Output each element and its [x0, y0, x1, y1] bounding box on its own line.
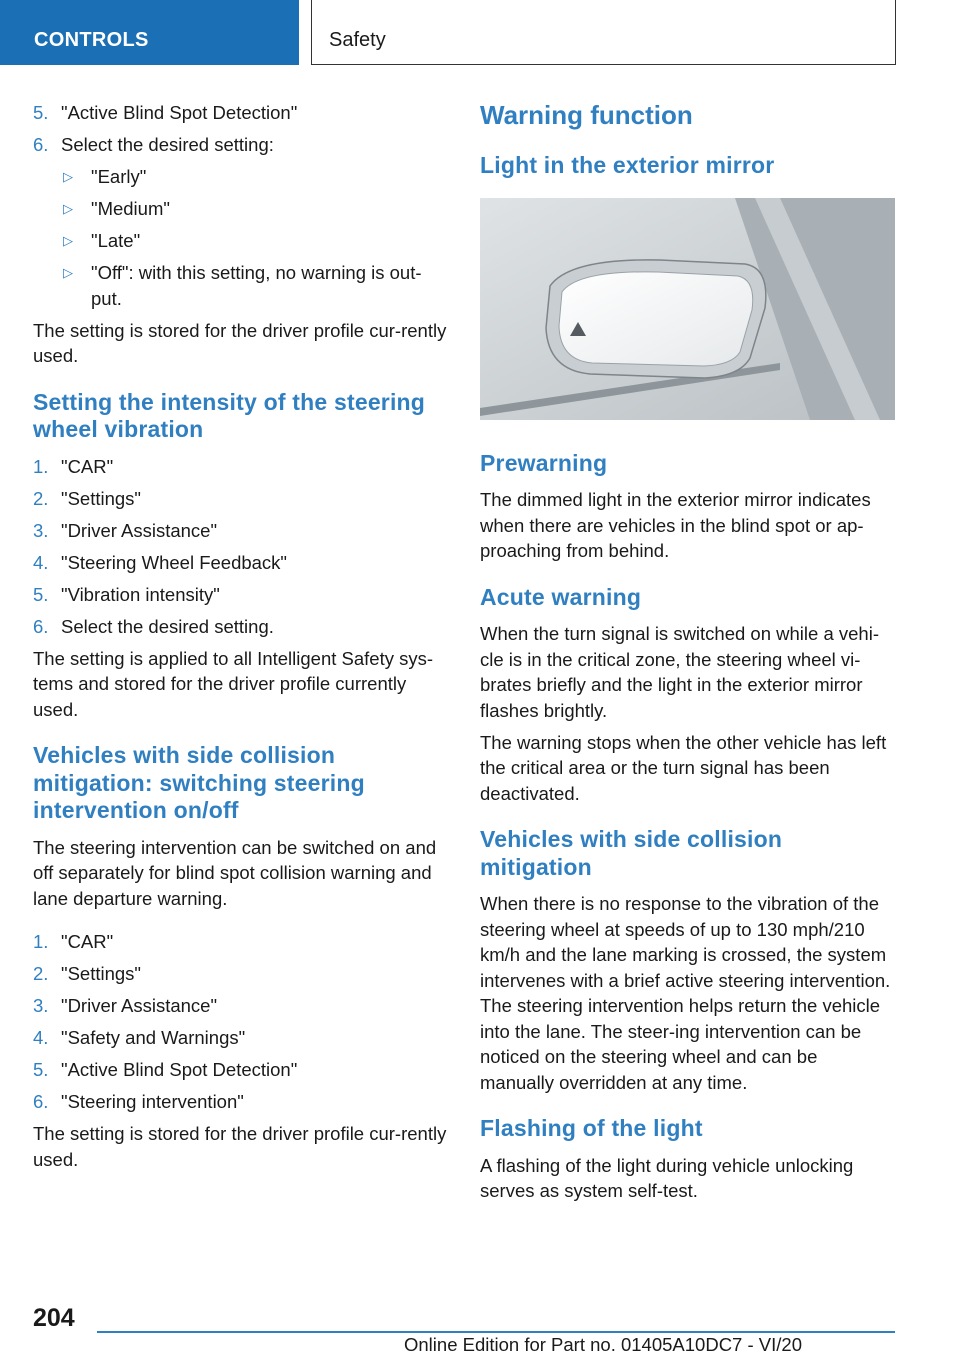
paragraph: When there is no response to the vibration of the steering wheel at speeds of up to 130 mph/210 km/h and the lane marking is crossed, the system intervenes with a brief active steering intervention. The steering intervention helps return the vehicle into the lane. The steer-ing intervention can be noticed on the steering wheel and can be manually overridden at any time. [480, 893, 891, 1093]
bullet-text: "Off": with this setting, no warning is out-put. [91, 262, 422, 309]
step-text: "Vibration intensity" [61, 583, 220, 605]
step-number: 5. [33, 583, 49, 605]
step-number: 5. [33, 1059, 49, 1080]
left-column [33, 100, 448, 1179]
step-number: 3. [33, 519, 49, 541]
paragraph: The setting is applied to all Intelligent Safety sys-tems and stored for the driver profile currently used. [33, 647, 434, 720]
paragraph: The dimmed light in the exterior mirror indicates when there are vehicles in the blind spot or ap-proaching from behind. [480, 489, 871, 561]
bullet-item [33, 228, 448, 254]
paragraph: A flashing of the light during vehicle unlocking serves as system self-test. [480, 1154, 854, 1201]
list-item [33, 582, 448, 608]
step-text: "Active Blind Spot Detection" [61, 102, 298, 123]
step-text: "Driver Assistance" [61, 995, 218, 1016]
bullet-item [33, 196, 448, 222]
list-item [33, 550, 448, 576]
paragraph: The steering intervention can be switched on and off separately for blind spot collision warning and lane departure warning. [33, 836, 437, 909]
list-item [33, 614, 448, 640]
step-text: "Active Blind Spot Detection" [61, 1059, 298, 1080]
step-number: 4. [33, 1027, 49, 1048]
section-heading: Acute warning [480, 583, 642, 610]
bullet-text: "Early" [91, 166, 147, 187]
list-item [33, 100, 448, 126]
step-text: "Settings" [61, 963, 141, 984]
list-item [33, 132, 448, 158]
bullet-text: "Late" [91, 230, 141, 251]
bullet-text: "Medium" [91, 198, 170, 219]
step-text: Select the desired setting: [61, 134, 274, 155]
bullet-item [33, 164, 448, 190]
paragraph: The setting is stored for the driver profile cur-rently used. [33, 1123, 447, 1170]
chapter-box [311, 0, 896, 65]
list-item [33, 1089, 448, 1115]
step-text: "CAR" [61, 455, 114, 477]
paragraph: When the turn signal is switched on while a vehi-cle is in the critical zone, the steering wheel vi-brates briefly and the light in the exterior mirror flashes brightly. [480, 623, 879, 721]
section-heading: Vehicles with side collision mitigation [480, 826, 783, 880]
step-number: 1. [33, 931, 49, 952]
step-text: "Steering intervention" [61, 1091, 244, 1112]
list-item [33, 961, 448, 987]
step-number: 3. [33, 995, 49, 1016]
step-text: "Steering Wheel Feedback" [61, 551, 288, 573]
list-item [33, 993, 448, 1019]
edition-note: Online Edition for Part no. 01405A10DC7 - VI/20 [404, 1334, 802, 1355]
triangle-bullet-icon: ▷ [63, 265, 73, 280]
list-item [33, 1057, 448, 1083]
section-tab [0, 0, 299, 65]
footer-divider [97, 1331, 895, 1333]
step-number: 6. [33, 615, 49, 637]
triangle-bullet-icon: ▷ [63, 233, 73, 248]
list-item [33, 518, 448, 544]
section-heading: Setting the intensity of the steering wheel vibration [33, 388, 426, 442]
list-item [33, 1025, 448, 1051]
step-text: "CAR" [61, 931, 114, 952]
page-heading: Warning function [480, 100, 693, 130]
step-text: "Safety and Warnings" [61, 1027, 246, 1048]
right-column [480, 100, 895, 1210]
bullet-item [33, 260, 448, 311]
step-number: 2. [33, 963, 49, 984]
list-item [33, 454, 448, 480]
list-item [33, 929, 448, 955]
section-heading: Light in the exterior mirror [480, 152, 775, 178]
list-item [33, 486, 448, 512]
page-number: 204 [33, 1304, 75, 1332]
triangle-bullet-icon: ▷ [63, 201, 73, 216]
step-text: Select the desired setting. [61, 615, 274, 637]
step-text: "Driver Assistance" [61, 519, 218, 541]
step-number: 4. [33, 551, 49, 573]
step-number: 2. [33, 487, 49, 509]
paragraph: The setting is stored for the driver profile cur-rently used. [33, 319, 447, 366]
step-text: "Settings" [61, 487, 141, 509]
triangle-bullet-icon: ▷ [63, 169, 73, 184]
section-heading: Flashing of the light [480, 1115, 703, 1141]
section-heading: Prewarning [480, 449, 608, 476]
step-number: 5. [33, 102, 49, 123]
exterior-mirror-illustration [480, 198, 895, 420]
chapter-title: Safety [329, 29, 386, 51]
paragraph: The warning stops when the other vehicle has left the critical area or the turn signal has been deactivated. [480, 731, 887, 804]
step-number: 6. [33, 1091, 49, 1112]
section-heading: Vehicles with side collision mitigation: switching steering intervention on/off [33, 742, 365, 823]
step-number: 1. [33, 455, 49, 477]
step-number: 6. [33, 134, 49, 155]
section-title: CONTROLS [34, 29, 149, 51]
